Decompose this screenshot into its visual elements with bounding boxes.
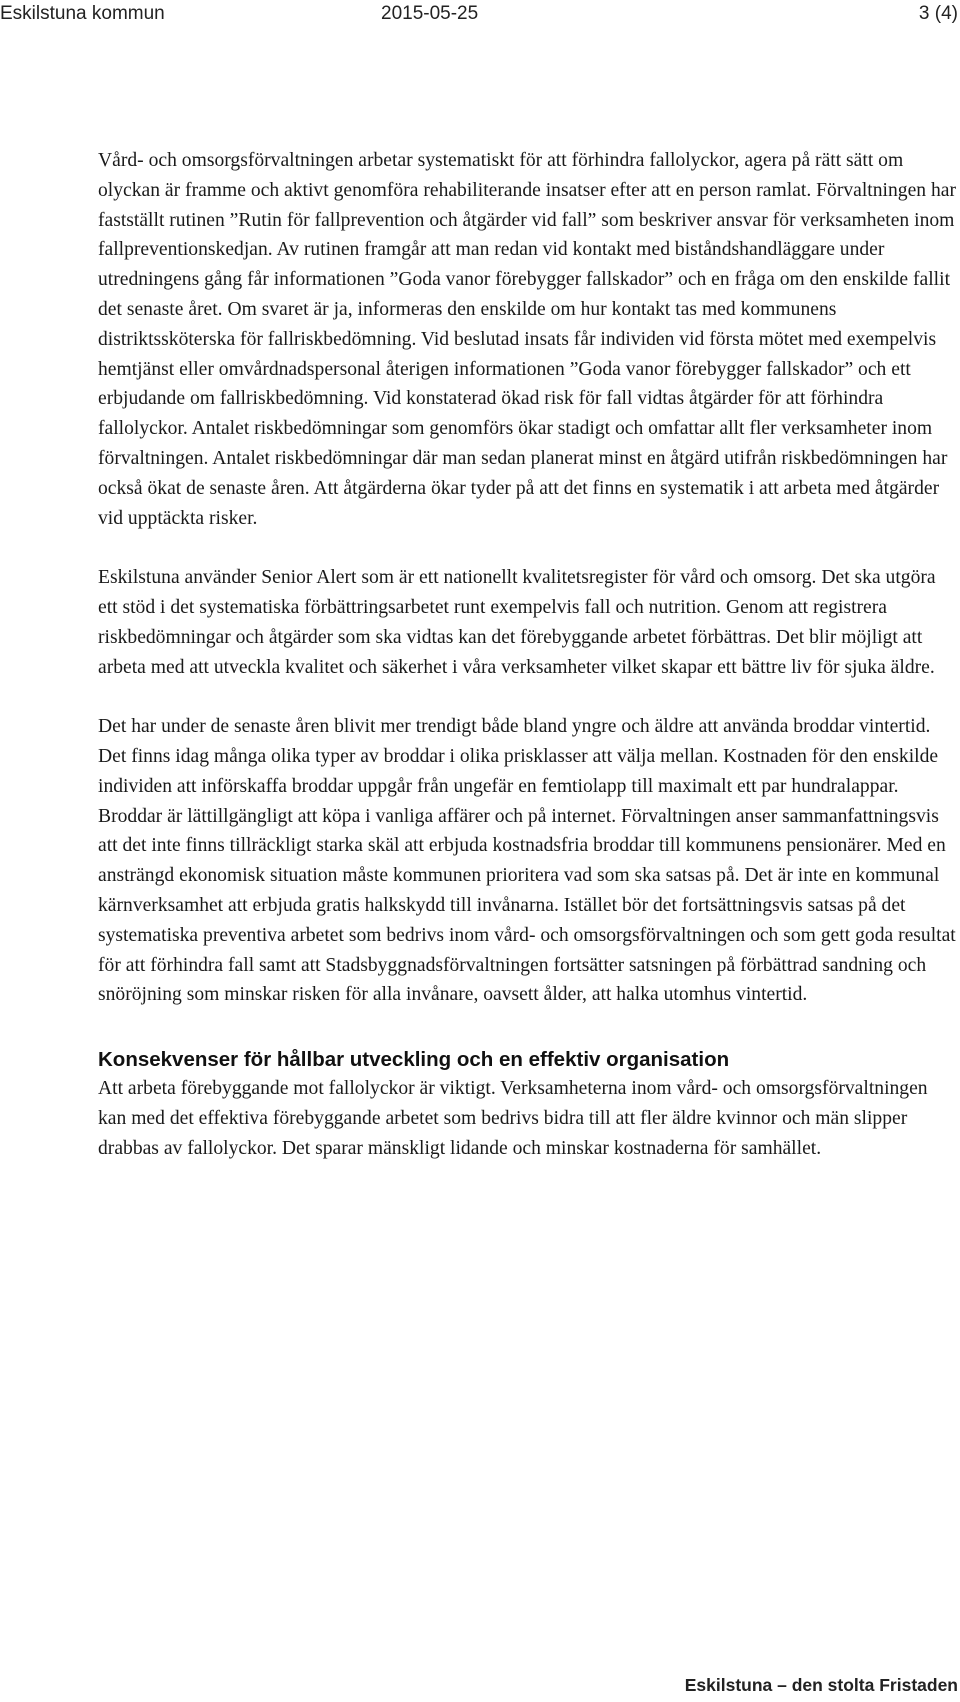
header-organization: Eskilstuna kommun xyxy=(0,3,165,24)
footer-slogan: Eskilstuna – den stolta Fristaden xyxy=(684,1675,958,1695)
document-body xyxy=(98,146,960,1164)
page-header xyxy=(0,0,960,30)
header-date: 2015-05-25 xyxy=(381,3,479,24)
section-heading: Konsekvenser för hållbar utveckling och en effektiv organisation xyxy=(98,1048,730,1072)
body-paragraph: Eskilstuna använder Senior Alert som är ett nationellt kvalitetsregister för vård och omsorg. Det ska utgöra ett stöd i det systematiska förbättringsarbetet runt exempelvis fall och nutrition. Genom att registrera riskbedömningar och åtgärder som ska vidtas kan det förebyggande arbetet förbättras. Det blir möjligt att arbeta med att utveckla kvalitet och säkerhet i våra verksamheter vilket skapar ett bättre liv för sjuka äldre. xyxy=(98,567,936,678)
body-paragraph: Det har under de senaste åren blivit mer trendigt både bland yngre och äldre att använda broddar vintertid. Det finns idag många olika typer av broddar i olika prisklasser att välja mellan. Kostnaden för den enskilde individen att införskaffa broddar uppgår från ungefär en femtiolapp till maximalt ett par hundralappar. Broddar är lättillgängligt att köpa i vanliga affärer och på internet. Förvaltningen anser sammanfattningsvis att det inte finns tillräckligt starka skäl att erbjuda kostnadsfria broddar till kommunens pensionärer. Med en ansträngd ekonomisk situation måste kommunen prioritera vad som ska satsas på. Det är inte en kommunal kärnverksamhet att erbjuda gratis halkskydd till invånarna. Istället bör det fortsättningsvis satsas på det systematiska preventiva arbetet som bedrivs inom vård- och omsorgsförvaltningen och som gett goda resultat för att förhindra fall samt att Stadsbyggnadsförvaltningen fortsätter satsningen på förbättrad sandning och snöröjning som minskar risken för alla invånare, oavsett ålder, att halka utomhus vintertid. xyxy=(98,716,956,1006)
body-paragraph: Vård- och omsorgsförvaltningen arbetar systematiskt för att förhindra fallolyckor, agera på rätt sätt om olyckan är framme och aktivt genomföra rehabiliterande insatser efter att en person ramlat. Förvaltningen har fastställt rutinen ”Rutin för fallprevention och åtgärder vid fall” som beskriver ansvar för verksamheten inom fallpreventionskedjan. Av rutinen framgår att man redan vid kontakt med biståndshandläggare under utredningens gång får informationen ”Goda vanor förebygger fallskador” och en fråga om den enskilde fallit det senaste året. Om svaret är ja, informeras den enskilde om hur kontakt tas med kommunens distriktssköterska för fallriskbedömning. Vid beslutad insats får individen vid första mötet med exempelvis hemtjänst eller omvårdnadspersonal återigen informationen ”Goda vanor förebygger fallskador” och ett erbjudande om fallriskbedömning. Vid konstaterad ökad risk för fall vidtas åtgärder för att förhindra fallolyckor. Antalet riskbedömningar som genomförs ökar stadigt och omfattar allt fler verksamheter inom förvaltningen. Antalet riskbedömningar där man sedan planerat minst en åtgärd utifrån riskbedömningen har också ökat de senaste åren. Att åtgärderna ökar tyder på att det finns en systematik i att arbeta med åtgärder vid upptäckta risker. xyxy=(98,150,956,529)
header-page-number: 3 (4) xyxy=(918,3,958,24)
section-paragraph: Att arbeta förebyggande mot fallolyckor är viktigt. Verksamheterna inom vård- och omsorgsförvaltningen kan med det effektiva förebyggande arbetet som bedrivs bidra till att fler äldre kvinnor och män slipper drabbas av fallolyckor. Det sparar mänskligt lidande och minskar kostnaderna för samhället. xyxy=(98,1078,928,1159)
